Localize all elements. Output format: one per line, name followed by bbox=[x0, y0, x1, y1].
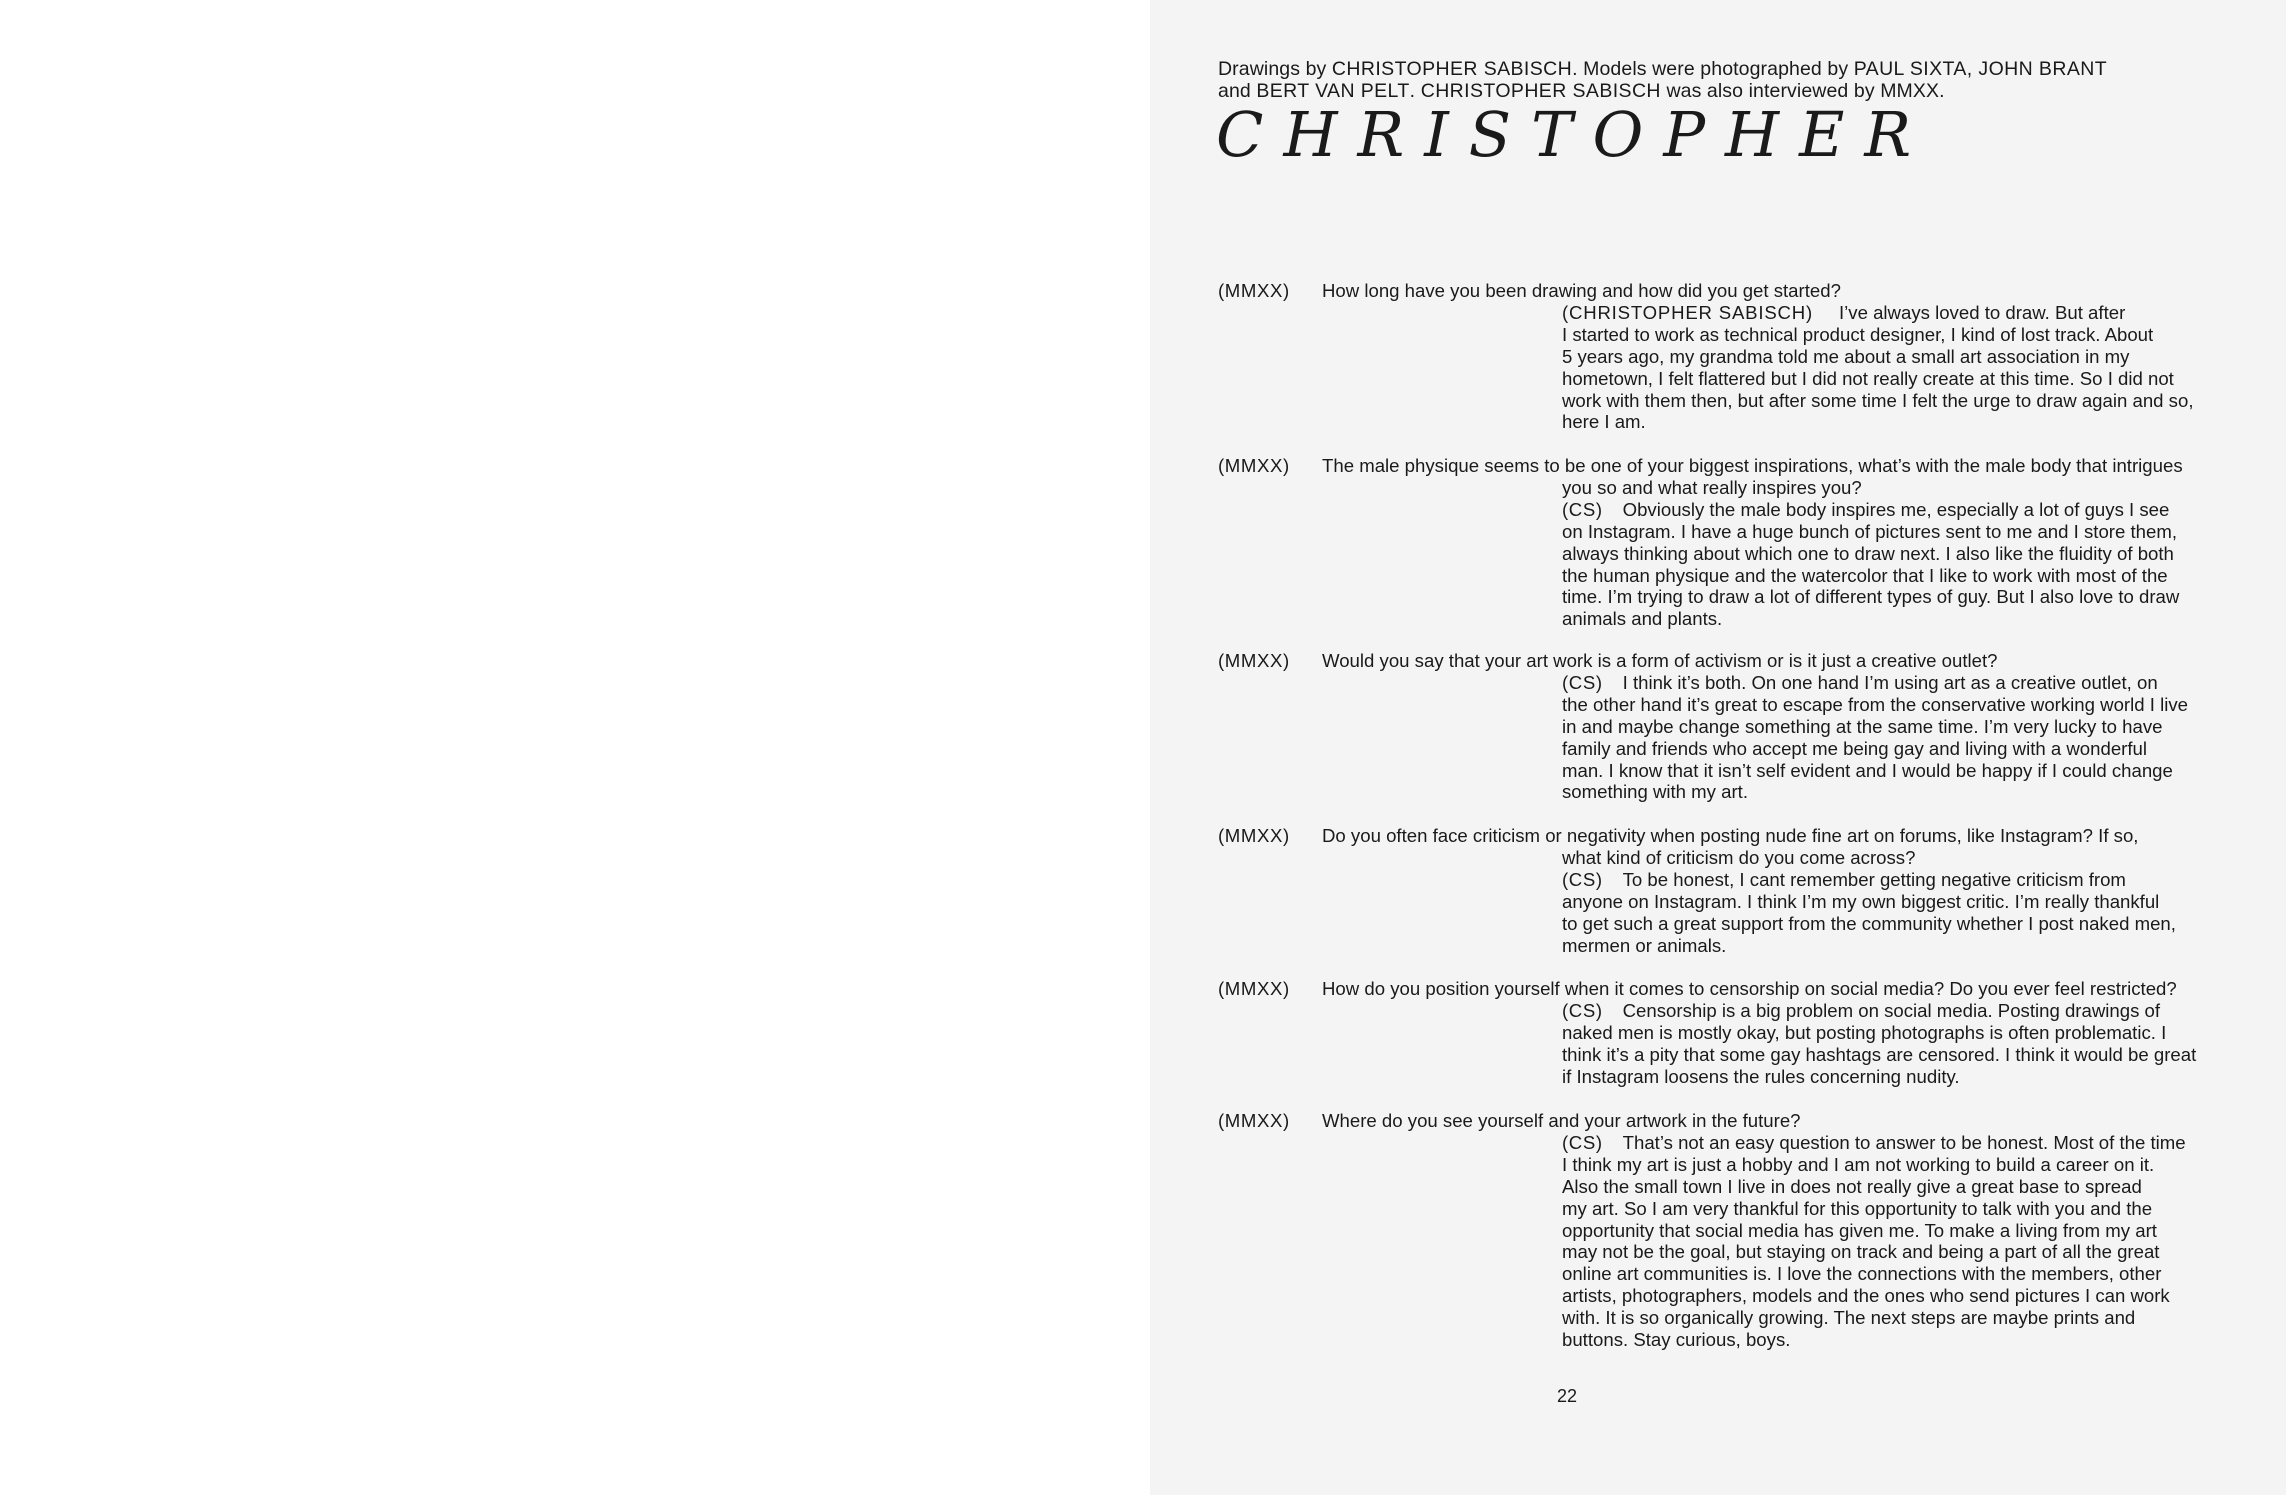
answer-block bbox=[1562, 1000, 2228, 1088]
interviewer-label: (MMXX) bbox=[1218, 1110, 1290, 1131]
answer-line: family and friends who accept me being gay and living with a wonderful bbox=[1562, 737, 2147, 759]
interviewer-label: (MMXX) bbox=[1218, 978, 1290, 999]
answer-line: opportunity that social media has given me. To make a living from my art bbox=[1562, 1219, 2157, 1241]
question-text-continued: what kind of criticism do you come across? bbox=[1562, 846, 1916, 868]
question-text: How do you position yourself when it comes to censorship on social media? Do you ever feel restricted? bbox=[1322, 978, 2177, 999]
answer-text: To be honest, I cant remember getting negative criticism from bbox=[1622, 868, 2126, 890]
qa-block bbox=[1218, 825, 2228, 956]
answer-line: always thinking about which one to draw next. I also like the fluidity of both bbox=[1562, 542, 2174, 564]
credits-photographers: PAUL SIXTA, JOHN BRANT bbox=[1853, 58, 2108, 80]
answer-line: the human physique and the watercolor that I like to work with most of the bbox=[1562, 564, 2168, 586]
answer-line: artists, photographers, models and the ones who send pictures I can work bbox=[1562, 1285, 2170, 1307]
interviewee-label: (CS) bbox=[1562, 868, 1603, 890]
answer-text: Obviously the male body inspires me, especially a lot of guys I see bbox=[1622, 498, 2170, 520]
question-line bbox=[1218, 455, 2228, 477]
answer-block bbox=[1562, 302, 2228, 433]
answer-line: on Instagram. I have a huge bunch of pictures sent to me and I store them, bbox=[1562, 520, 2177, 542]
question-line bbox=[1218, 825, 2228, 847]
interviewee-label: (CS) bbox=[1562, 1131, 1603, 1153]
question-text: How long have you been drawing and how did you get started? bbox=[1322, 280, 1841, 301]
answer-line: work with them then, but after some time I felt the urge to draw again and so, bbox=[1562, 389, 2194, 411]
interviewee-label: (CS) bbox=[1562, 999, 1603, 1021]
answer-line: I think my art is just a hobby and I am not working to build a career on it. bbox=[1562, 1153, 2155, 1175]
answer-line bbox=[1562, 1132, 2228, 1154]
answer-text: Censorship is a big problem on social media. Posting drawings of bbox=[1622, 999, 2161, 1021]
answer-line bbox=[1562, 499, 2228, 521]
credits-photographer-last: BERT VAN PELT bbox=[1256, 80, 1410, 102]
answer-line: naked men is mostly okay, but posting photographs is often problematic. I bbox=[1562, 1021, 2167, 1043]
answer-block bbox=[1562, 869, 2228, 957]
answer-line: man. I know that it isn’t self evident and I would be happy if I could change bbox=[1562, 759, 2173, 781]
credits bbox=[1218, 58, 2238, 102]
answer-line: think it’s a pity that some gay hashtags are censored. I think it would be great bbox=[1562, 1043, 2197, 1065]
credits-line-1 bbox=[1218, 58, 2238, 80]
question-text: Would you say that your art work is a form of activism or is it just a creative outlet? bbox=[1322, 650, 1998, 671]
answer-line: online art communities is. I love the connections with the members, other bbox=[1562, 1263, 2162, 1285]
interview-page bbox=[1150, 0, 2286, 1495]
interviewee-label: (CS) bbox=[1562, 671, 1603, 693]
answer-block bbox=[1562, 672, 2228, 803]
question-line bbox=[1218, 978, 2228, 1000]
interviewee-label: (CHRISTOPHER SABISCH) bbox=[1562, 301, 1813, 323]
question-text: The male physique seems to be one of your biggest inspirations, what’s with the male body that intrigues bbox=[1322, 455, 2183, 476]
answer-line: 5 years ago, my grandma told me about a small art association in my bbox=[1562, 345, 2130, 367]
credits-artist: CHRISTOPHER SABISCH bbox=[1331, 58, 1573, 80]
answer-line: with. It is so organically growing. The next steps are maybe prints and bbox=[1562, 1307, 2136, 1329]
answer-block bbox=[1562, 499, 2228, 630]
qa-block bbox=[1218, 1110, 2228, 1351]
credits-interviewed: was also interviewed by MMXX. bbox=[1660, 80, 1945, 102]
qa-block bbox=[1218, 280, 2228, 433]
question-text: Where do you see yourself and your artwork in the future? bbox=[1322, 1110, 1801, 1131]
question-text: Do you often face criticism or negativity when posting nude fine art on forums, like Instagram? If so, bbox=[1322, 825, 2139, 846]
answer-line: Also the small town I live in does not really give a great base to spread bbox=[1562, 1175, 2142, 1197]
answer-line: animals and plants. bbox=[1562, 608, 1723, 630]
question-line bbox=[1218, 1110, 2228, 1132]
answer-text: I think it’s both. On one hand I’m using art as a creative outlet, on bbox=[1622, 671, 2158, 693]
answer-line: the other hand it’s great to escape from the conservative working world I live bbox=[1562, 693, 2188, 715]
credits-mid: . Models were photographed by bbox=[1572, 58, 1854, 80]
answer-line: I started to work as technical product designer, I kind of lost track. About bbox=[1562, 323, 2154, 345]
answer-text: I’ve always loved to draw. But after bbox=[1838, 301, 2126, 323]
answer-line bbox=[1562, 869, 2228, 891]
answer-line: in and maybe change something at the same time. I’m very lucky to have bbox=[1562, 715, 2163, 737]
answer-line bbox=[1562, 1000, 2228, 1022]
answer-line bbox=[1562, 302, 2228, 324]
answer-line: my art. So I am very thankful for this opportunity to talk with you and the bbox=[1562, 1197, 2153, 1219]
answer-line: if Instagram loosens the rules concerning nudity. bbox=[1562, 1065, 1960, 1087]
qa-block bbox=[1218, 978, 2228, 1088]
credits-dot: . bbox=[1409, 80, 1421, 102]
answer-line: time. I’m trying to draw a lot of different types of guy. But I also love to draw bbox=[1562, 586, 2180, 608]
answer-block bbox=[1562, 1132, 2228, 1351]
answer-line: here I am. bbox=[1562, 411, 1646, 433]
interviewer-label: (MMXX) bbox=[1218, 650, 1290, 671]
question-line bbox=[1218, 280, 2228, 302]
question-line bbox=[1218, 650, 2228, 672]
credits-and: and bbox=[1218, 80, 1257, 102]
answer-line: anyone on Instagram. I think I’m my own biggest critic. I’m really thankful bbox=[1562, 890, 2160, 912]
answer-line: to get such a great support from the community whether I post naked men, bbox=[1562, 912, 2176, 934]
page-title: CHRISTOPHER bbox=[1216, 98, 1932, 171]
credits-interviewee: CHRISTOPHER SABISCH bbox=[1420, 80, 1661, 102]
answer-text: That’s not an easy question to answer to be honest. Most of the time bbox=[1622, 1131, 2186, 1153]
interviewer-label: (MMXX) bbox=[1218, 280, 1290, 301]
page-number: 22 bbox=[1557, 1386, 1578, 1406]
answer-line: something with my art. bbox=[1562, 781, 1749, 803]
qa-block bbox=[1218, 650, 2228, 803]
interviewer-label: (MMXX) bbox=[1218, 455, 1290, 476]
credits-prefix: Drawings by bbox=[1218, 58, 1332, 80]
answer-line bbox=[1562, 672, 2228, 694]
answer-line: hometown, I felt flattered but I did not really create at this time. So I did not bbox=[1562, 367, 2174, 389]
answer-line: may not be the goal, but staying on track and being a part of all the great bbox=[1562, 1241, 2160, 1263]
interviewee-label: (CS) bbox=[1562, 498, 1603, 520]
answer-line: buttons. Stay curious, boys. bbox=[1562, 1329, 1791, 1351]
question-text-continued: you so and what really inspires you? bbox=[1562, 476, 1862, 498]
qa-block bbox=[1218, 455, 2228, 630]
answer-line: mermen or animals. bbox=[1562, 934, 1727, 956]
interviewer-label: (MMXX) bbox=[1218, 825, 1290, 846]
